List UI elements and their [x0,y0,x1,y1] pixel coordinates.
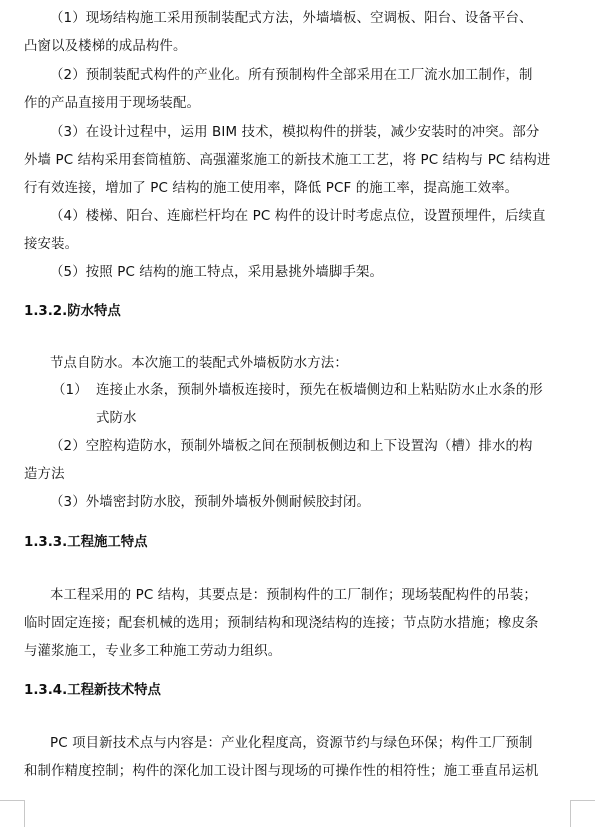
section-heading: 1.3.2.防水特点 [24,304,121,319]
paragraph-line: 外墙 PC 结构采用套筒植筋、高强灌浆施工的新技术施工工艺，将 PC 结构与 PC 结构进 [24,153,551,168]
paragraph-line: （3）在设计过程中，运用 BIM 技术，模拟构件的拼装，减少安装时的冲突。部分 [50,125,540,140]
paragraph-line: 作的产品直接用于现场装配。 [24,96,201,111]
paragraph-line: 凸窗以及楼梯的成品构件。 [24,39,187,54]
paragraph-line: PC 项目新技术点与内容是：产业化程度高，资源节约与绿色环保；构件工厂预制 [50,736,533,751]
paragraph-line: （3）外墙密封防水胶，预制外墙板外侧耐候胶封闭。 [50,495,371,510]
paragraph-line: 造方法 [24,467,65,482]
paragraph-line: （2）预制装配式构件的产业化。所有预制构件全部采用在工厂流水加工制作，制 [50,68,533,83]
section-heading: 1.3.4.工程新技术特点 [24,683,161,698]
paragraph-line: 本工程采用的 PC 结构，其要点是：预制构件的工厂制作；现场装配构件的吊装； [50,588,537,603]
crop-mark [571,800,595,801]
paragraph-line: 临时固定连接；配套机械的选用；预制结构和现浇结构的连接；节点防水措施；橡皮条 [24,616,539,631]
paragraph-line: （5）按照 PC 结构的施工特点，采用悬挑外墙脚手架。 [50,265,384,280]
paragraph-line: 接安装。 [24,237,79,252]
paragraph-line: （4）楼梯、阳台、连廊栏杆均在 PC 构件的设计时考虑点位，设置预埋件，后续直 [50,209,546,224]
list-number: （1） [52,383,88,398]
paragraph-line: 节点自防水。本次施工的装配式外墙板防水方法： [50,356,348,371]
crop-mark [24,800,25,827]
crop-mark [570,800,571,827]
crop-mark [0,800,24,801]
section-heading: 1.3.3.工程施工特点 [24,535,148,550]
paragraph-line: （2）空腔构造防水，预制外墙板之间在预制板侧边和上下设置沟（槽）排水的构 [50,439,533,454]
paragraph-line: （1）现场结构施工采用预制装配式方法，外墙墙板、空调板、阳台、设备平台、 [50,11,533,26]
paragraph-line: 式防水 [96,411,137,426]
paragraph-line: 和制作精度控制；构件的深化加工设计图与现场的可操作性的相符性；施工垂直吊运机 [24,764,539,779]
paragraph-line: 连接止水条，预制外墙板连接时，预先在板墙侧边和上粘贴防水止水条的形 [96,383,543,398]
paragraph-line: 行有效连接，增加了 PC 结构的施工使用率，降低 PCF 的施工率，提高施工效率。 [24,181,519,196]
paragraph-line: 与灌浆施工，专业多工种施工劳动力组织。 [24,644,282,659]
